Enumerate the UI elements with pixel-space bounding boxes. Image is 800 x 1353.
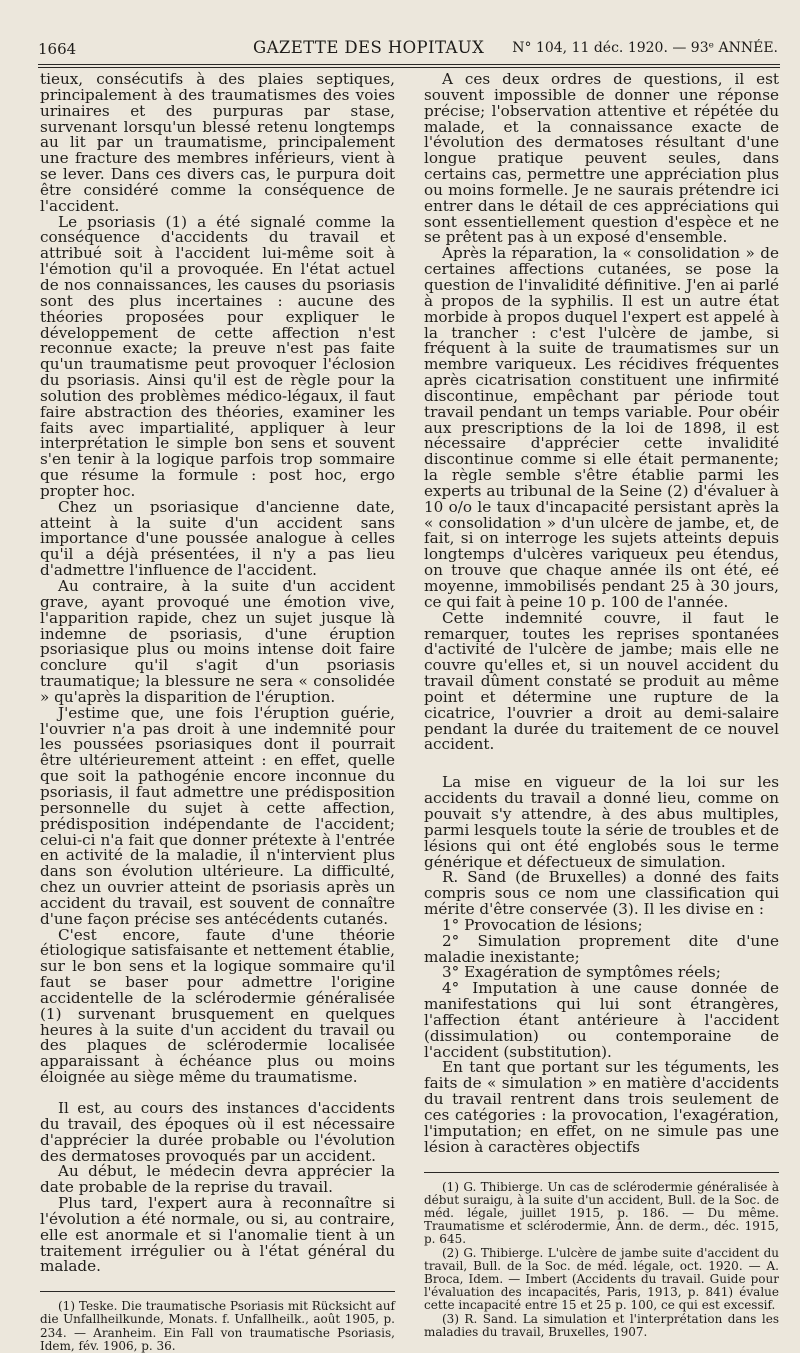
list-item: 3° Exagération de symptômes réels; bbox=[442, 963, 721, 982]
paragraph: Chez un psoriasique d'ancienne date, atteint à la suite d'un accident sans importance d'une poussée analogue à celles qu'il a déjà présentées, il n'y a pas lieu d'admettre l'influence de l'accident. bbox=[40, 497, 395, 580]
paragraph: Au début, le médecin devra apprécier la date probable de la reprise du travail. bbox=[40, 1162, 395, 1197]
page-number: 1664 bbox=[38, 40, 77, 58]
footnote: (1) G. Thibierge. Un cas de sclérodermie généralisée à début suraigu, à la suite d'un accident, Bull. de la Soc. de méd. légale, juillet 1915, p. 186. — Du même. Traumatisme et sclérodermie, Ann. de derm., déc. 1915, p. 645. bbox=[424, 1179, 779, 1247]
paragraph: A ces deux ordres de questions, il est souvent impossible de donner une réponse précise; l'observation attentive et répétée du malade, et la connaissance exacte de l'évolution des dermatoses résultant d'une longue pratique peuvent seules, dans certains cas, permettre une appréciation plus ou moins formelle. Je ne saurais prétendre ici entrer dans le détail de ces appréciations qui sont essentiellement question d'espèce et ne se prêtent pas à un exposé d'ensemble. bbox=[424, 70, 779, 247]
paragraph: C'est encore, faute d'une théorie étiologique satisfaisante et nettement établie, sur le bon sens et la logique sommaire qu'il faut se baser pour admettre l'origine accidentelle de la sclérodermie généralisée (1) survenant brusquement en quelques heures à la suite d'un accident du travail ou des plaques de sclérodermie localisée apparaissant à échéance plus ou moins éloignée au siège même du traumatisme. bbox=[40, 925, 395, 1087]
paragraph: R. Sand (de Bruxelles) a donné des faits compris sous ce nom une classification qui mérite d'être conservée (3). Il les divise en : bbox=[424, 868, 779, 919]
page-header bbox=[38, 38, 778, 62]
paragraph: Au contraire, à la suite d'un accident grave, ayant provoqué une émotion vive, l'apparition rapide, chez un sujet jusque là indemne de psoriasis, d'une éruption psoriasique plus ou moins intense doit faire conclure qu'il s'agit d'un psoriasis traumatique; la blessure ne sera « consolidée » qu'après la disparition de l'éruption. bbox=[40, 577, 395, 706]
paragraph: tieux, consécutifs à des plaies septiques, principalement à des traumatismes des voies urinaires et des purpuras par stase, survenant lorsqu'un blessé retenu longtemps au lit par un traumatisme, principalement une fracture des membres inférieurs, vient à se lever. Dans ces divers cas, le purpura doit être considéré comme la conséquence de l'accident. bbox=[40, 70, 395, 215]
footnote: (1) Teske. Die traumatische Psoriasis mit Rücksicht auf die Unfallheilkunde, Monats. f. Unfallheilk., août 1905, p. 234. — Aranheim. Ein Fall von traumatische Psoriasis, Idem, fév. 1906, p. 36. bbox=[40, 1299, 395, 1353]
paragraph: Plus tard, l'expert aura à reconnaître si l'évolution a été normale, ou si, au contraire, elle est anormale et si l'anomalie tient à un traitement irrégulier ou à l'état général du malade. bbox=[40, 1194, 395, 1276]
paragraph: Cette indemnité couvre, il faut le remarquer, toutes les reprises spontanées d'activité de l'ulcère de jambe; mais elle ne couvre qu'elles et, si un nouvel accident du travail dûment constaté se produit au même point et détermine une rupture de la cicatrice, l'ouvrier a droit au demi-salaire pendant la durée du traitement de ce nouvel accident. bbox=[424, 608, 779, 754]
left-column bbox=[40, 72, 395, 1353]
header-rule-thin bbox=[38, 67, 780, 68]
journal-title: GAZETTE DES HOPITAUX bbox=[253, 38, 485, 57]
footnote-separator bbox=[424, 1172, 779, 1173]
paragraph: Le psoriasis (1) a été signalé comme la conséquence d'accidents du travail et attribué soit à l'accident lui-même soit à l'émotion qu'il a provoquée. En l'état actuel de nos connaissances, les causes du psoriasis sont des plus incertaines : aucune des théories proposées pour expliquer le développement de cette affection n'est reconnue exacte; la preuve n'est pas faite qu'un traumatisme peut provoquer l'éclosion du psoriasis. Ainsi qu'il est de règle pour la solution des problèmes médico-légaux, il faut faire abstraction des théories, examiner les faits avec impartialité, appliquer à leur interprétation le simple bon sens et souvent s'en tenir à la logique parfois trop sommaire que résume la formule : post hoc, ergo propter hoc. bbox=[40, 212, 395, 500]
paragraph: Il est, au cours des instances d'accidents du travail, des époques où il est nécessaire d'apprécier la durée probable ou l'évolution des dermatoses provoqués par un accident. bbox=[40, 1099, 395, 1165]
footnote: (2) G. Thibierge. L'ulcère de jambe suite d'accident du travail, Bull. de la Soc. de méd. légale, oct. 1920. — A. Broca, Idem. — Imbert (Accidents du travail. Guide pour l'évaluation des incapacités, Paris, 1913, p. 841) évalue cette incapacité entre 15 et 25 p. 100, ce qui est excessif. bbox=[424, 1245, 779, 1313]
footnote-separator bbox=[40, 1291, 395, 1292]
list-item: 4° Imputation à une cause donnée de manifestations qui lui sont étrangères, l'affection étant antérieure à l'accident (dissimulation) ou contemporaine de l'accident (substitution). bbox=[424, 979, 779, 1061]
list-item: 1° Provocation de lésions; bbox=[442, 915, 643, 934]
list-item: 2° Simulation proprement dite d'une maladie inexistante; bbox=[424, 931, 779, 966]
paragraph: J'estime que, une fois l'éruption guérie, l'ouvrier n'a pas droit à une indemnité pour les poussées psoriasiques dont il pourrait être ultérieurement atteint : en effet, quelle que soit la pathogénie encore inconnue du psoriasis, il faut admettre une prédisposition personnelle du sujet à cette affection, prédisposition indépendante de l'accident; celui-ci n'a fait que donner prétexte à l'entrée en activité de la maladie, il n'intervient plus dans son évolution ultérieure. La difficulté, chez un ouvrier atteint de psoriasis après un accident du travail, est souvent de connaître d'une façon précise ses antécédents cutanés. bbox=[40, 703, 395, 928]
right-column bbox=[424, 72, 779, 1339]
footnote: (3) R. Sand. La simulation et l'interprétation dans les maladies du travail, Bruxelles, 1907. bbox=[424, 1311, 779, 1339]
paragraph: En tant que portant sur les téguments, les faits de « simulation » en matière d'accidents du travail rentrent dans trois seulement de ces catégories : la provocation, l'exagération, l'imputation; en effet, on ne simule pas une lésion à caractères objectifs bbox=[424, 1058, 779, 1156]
paragraph: La mise en vigueur de la loi sur les accidents du travail a donné lieu, comme on pouvait s'y attendre, à des abus multiples, parmi lesquels toute la série de troubles et de lésions qui ont été englobés sous le terme générique et défectueux de simulation. bbox=[424, 773, 779, 871]
issue-info: N° 104, 11 déc. 1920. — 93ᵉ ANNÉE. bbox=[512, 40, 778, 56]
simulation-categories-list bbox=[424, 915, 779, 1061]
paragraph: Après la réparation, la « consolidation » de certaines affections cutanées, se pose la question de l'invalidité définitive. J'en ai parlé à propos de la syphilis. Il est un autre état morbide à propos duquel l'expert est appelé à la trancher : c'est l'ulcère de jambe, si fréquent à la suite de traumatismes sur un membre variqueux. Les récidives fréquentes après cicatrisation constituent une infirmité discontinue, empêchant par période tout travail pendant un temps variable. Pour obéir aux prescriptions de la loi de 1898, il est nécessaire d'apprécier cette invalidité discontinue comme si elle était permanente; la règle semble s'être établie parmi les experts au tribunal de la Seine (2) d'évaluer à 10 o/o le taux d'incapacité persistant après la « consolidation » d'un ulcère de jambe, et, de fait, si on interroge les sujets atteints depuis longtemps d'ulcères variqueux peu étendus, on trouve que chaque année ils ont été, eé moyenne, immobilisés pendant 25 à 30 jours, ce qui fait à peine 10 p. 100 de l'année. bbox=[424, 244, 779, 611]
header-rule bbox=[38, 64, 780, 65]
